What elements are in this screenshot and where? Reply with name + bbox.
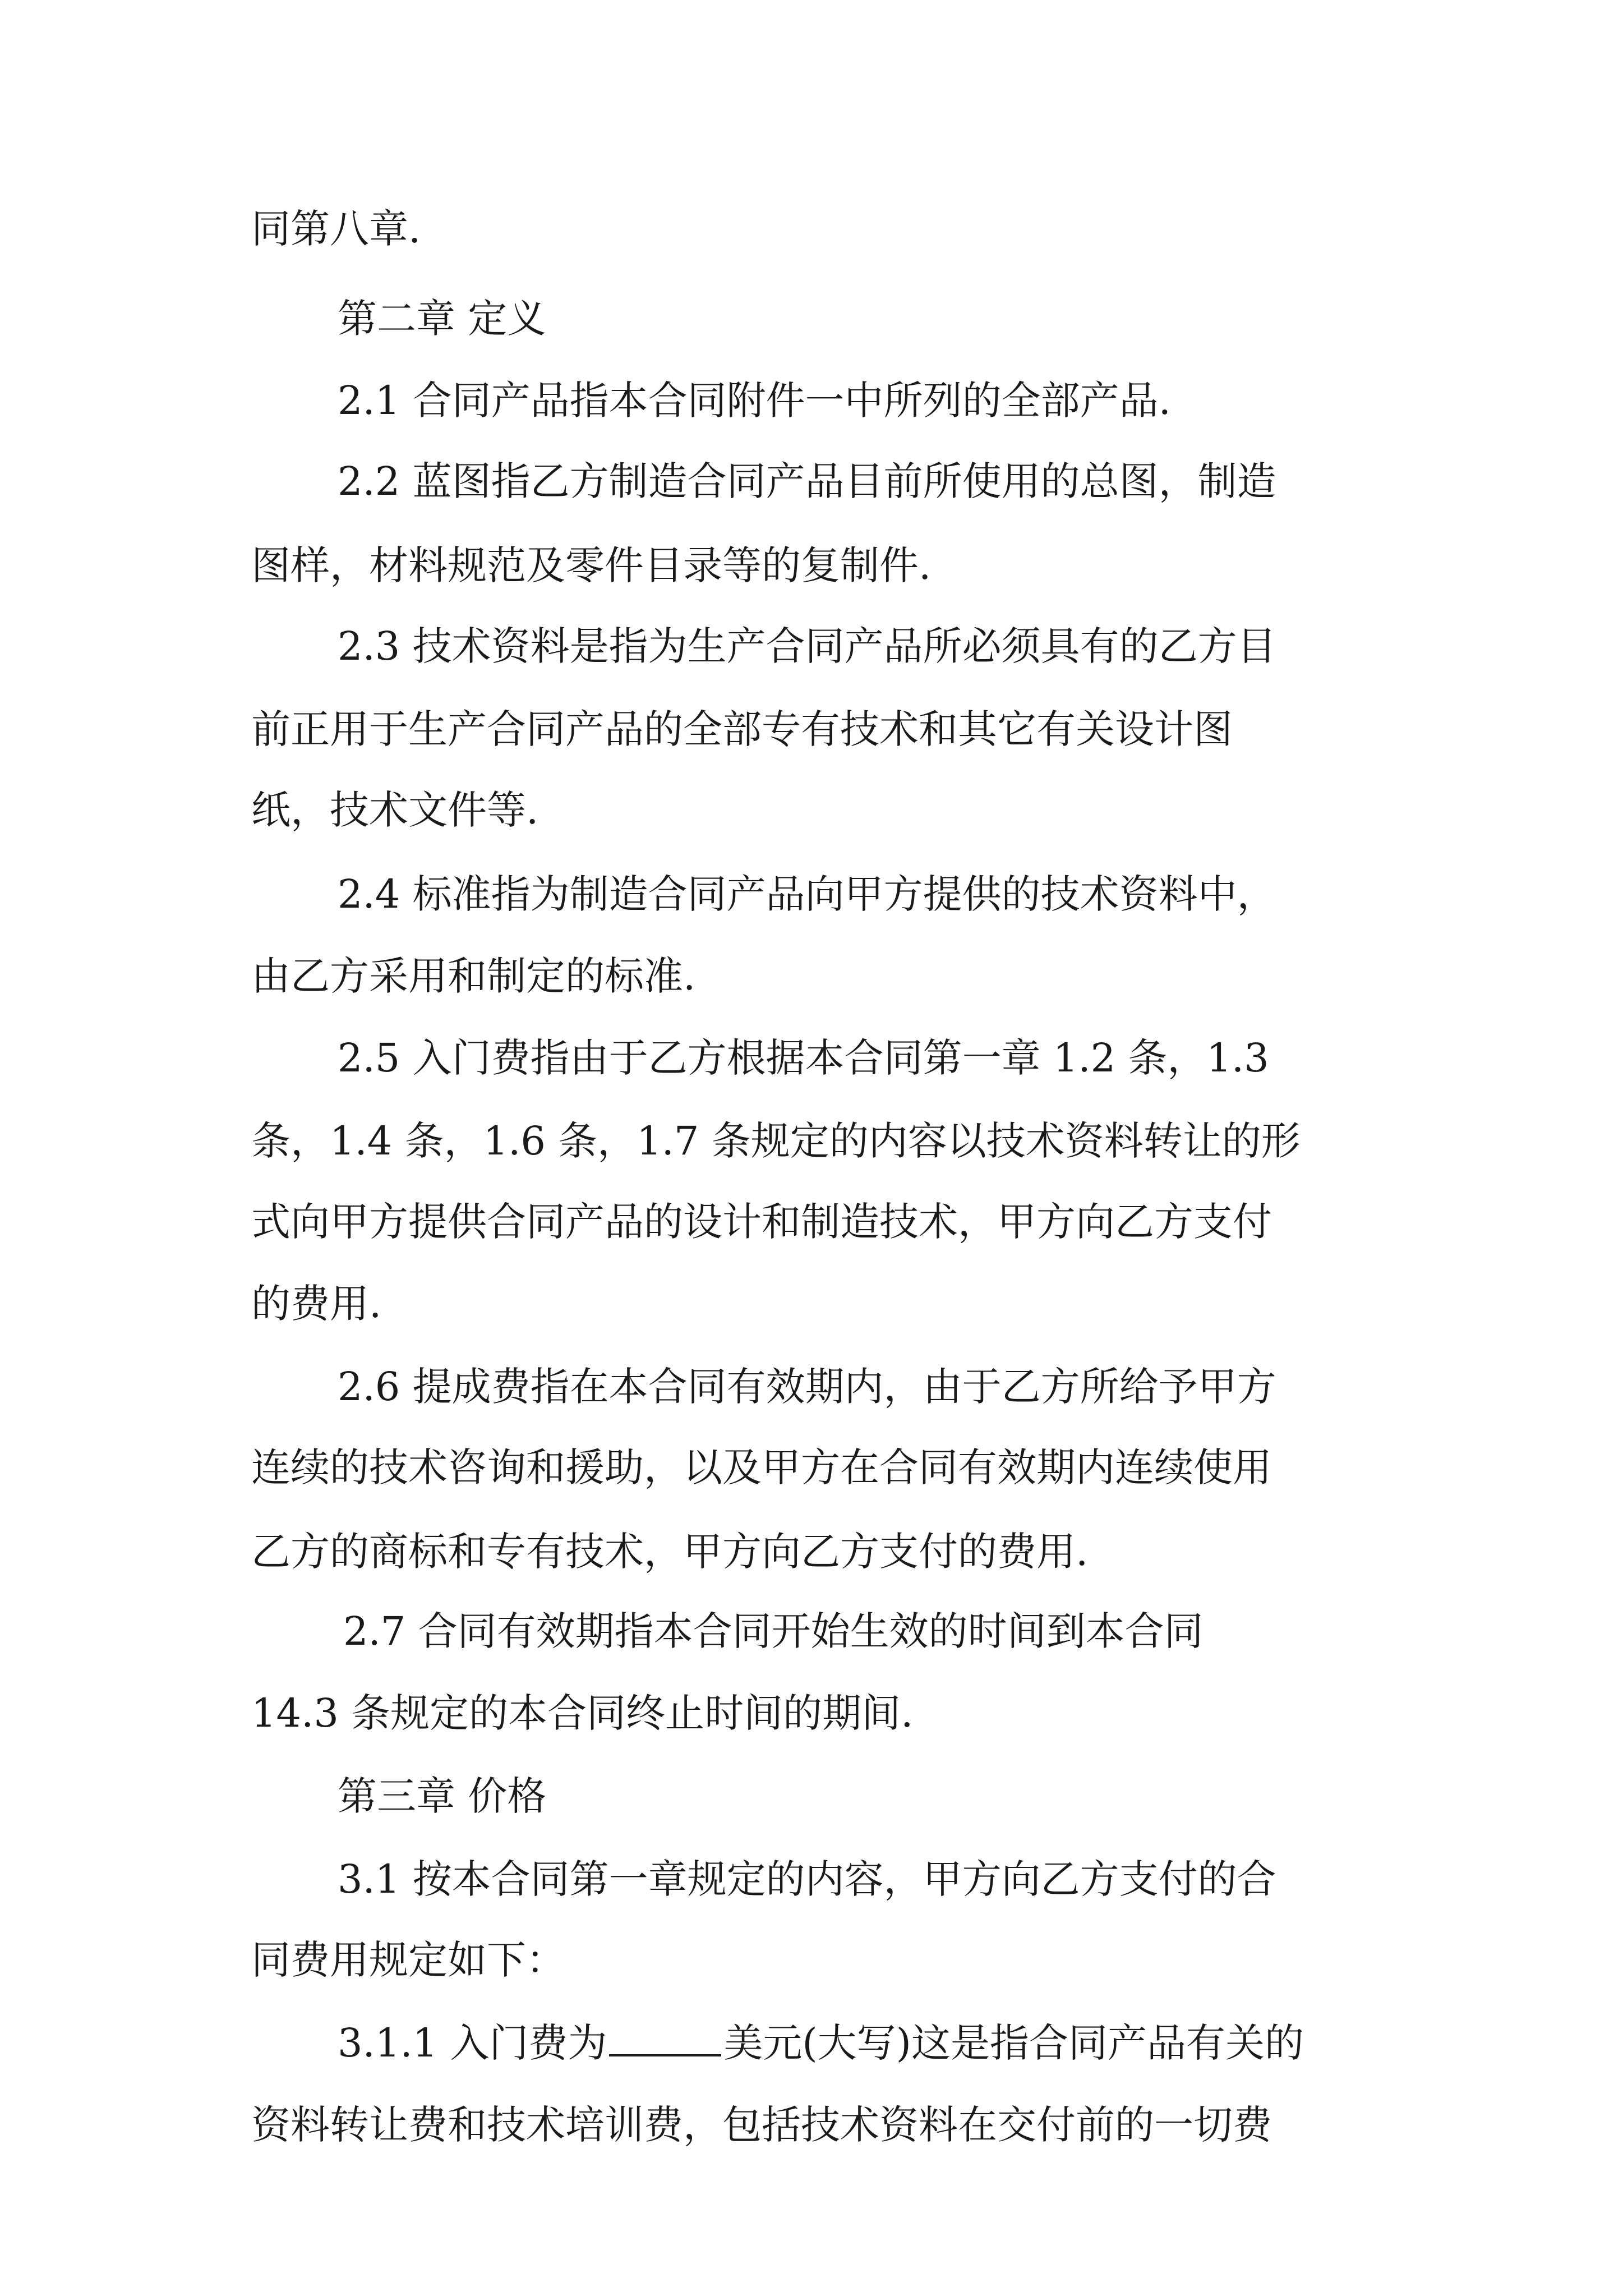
text-line — [0, 1188, 1623, 1255]
amount-blank — [609, 2019, 721, 2056]
text-line — [0, 1353, 1623, 1420]
text-line-content: 由乙方采用和制定的标准. — [251, 953, 696, 999]
entrance-fee-label: 3.1.1 入门费为 — [338, 2020, 607, 2066]
text-line-content: 连续的技术咨询和援助，以及甲方在合同有效期内连续使用 — [251, 1444, 1272, 1490]
text-line-content: 同费用规定如下： — [251, 1937, 565, 1983]
text-line-content: 资料转让费和技术培训费，包括技术资料在交付前的一切费 — [251, 2102, 1272, 2148]
text-line-content: 2.6 提成费指在本合同有效期内，由于乙方所给予甲方 — [338, 1364, 1276, 1410]
text-line — [0, 448, 1623, 515]
text-line-content: 的费用. — [251, 1281, 382, 1327]
text-line-content: 条，1.4 条，1.6 条，1.7 条规定的内容以技术资料转让的形 — [251, 1118, 1301, 1164]
text-line — [0, 696, 1623, 763]
text-line-content: 2.5 入门费指由于乙方根据本合同第一章 1.2 条，1.3 — [338, 1035, 1269, 1081]
text-line-content: 3.1 按本合同第一章规定的内容，甲方向乙方支付的合 — [338, 1856, 1276, 1902]
text-line-content: 纸，技术文件等. — [251, 787, 539, 833]
text-line — [0, 861, 1623, 928]
text-line — [0, 1434, 1623, 1501]
text-line-content: 同第八章. — [251, 206, 421, 252]
chapter-heading-text: 第二章 定义 — [338, 296, 547, 342]
text-line-content: 2.7 合同有效期指本合同开始生效的时间到本合同 — [343, 1608, 1204, 1654]
text-line-content: 乙方的商标和专有技术，甲方向乙方支付的费用. — [251, 1529, 1089, 1575]
text-line — [0, 367, 1623, 434]
text-line — [0, 1598, 1623, 1665]
text-line-content: 2.2 蓝图指乙方制造合同产品目前所使用的总图，制造 — [338, 458, 1276, 504]
text-line-content: 图样，材料规范及零件目录等的复制件. — [251, 542, 932, 588]
text-line — [0, 1270, 1623, 1337]
text-line — [0, 1024, 1623, 1092]
chapter-heading-text: 第三章 价格 — [338, 1773, 547, 1819]
text-line — [0, 1926, 1623, 1994]
text-line-with-blank — [0, 2009, 1623, 2077]
text-line-content — [338, 2009, 1304, 2077]
text-line-content: 2.3 技术资料是指为生产合同产品所必须具有的乙方目 — [338, 623, 1276, 669]
text-line — [0, 776, 1623, 844]
text-line — [0, 942, 1623, 1010]
text-line — [0, 1107, 1623, 1175]
text-line — [0, 1518, 1623, 1585]
text-line — [0, 1680, 1623, 1747]
text-line-content: 2.1 合同产品指本合同附件一中所列的全部产品. — [338, 378, 1171, 424]
text-line — [0, 613, 1623, 680]
text-line — [0, 195, 1623, 263]
entrance-fee-desc: 美元(大写)这是指合同产品有关的 — [723, 2020, 1304, 2066]
text-line-content: 式向甲方提供合同产品的设计和制造技术，甲方向乙方支付 — [251, 1199, 1272, 1245]
text-line-content: 前正用于生产合同产品的全部专有技术和其它有关设计图 — [251, 706, 1233, 752]
chapter-heading — [0, 285, 1623, 352]
text-line — [0, 532, 1623, 599]
chapter-heading — [0, 1763, 1623, 1830]
text-line-content: 2.4 标准指为制造合同产品向甲方提供的技术资料中， — [338, 871, 1276, 917]
text-line-content: 14.3 条规定的本合同终止时间的期间. — [251, 1690, 914, 1736]
text-line — [0, 2091, 1623, 2159]
text-line — [0, 1846, 1623, 1913]
